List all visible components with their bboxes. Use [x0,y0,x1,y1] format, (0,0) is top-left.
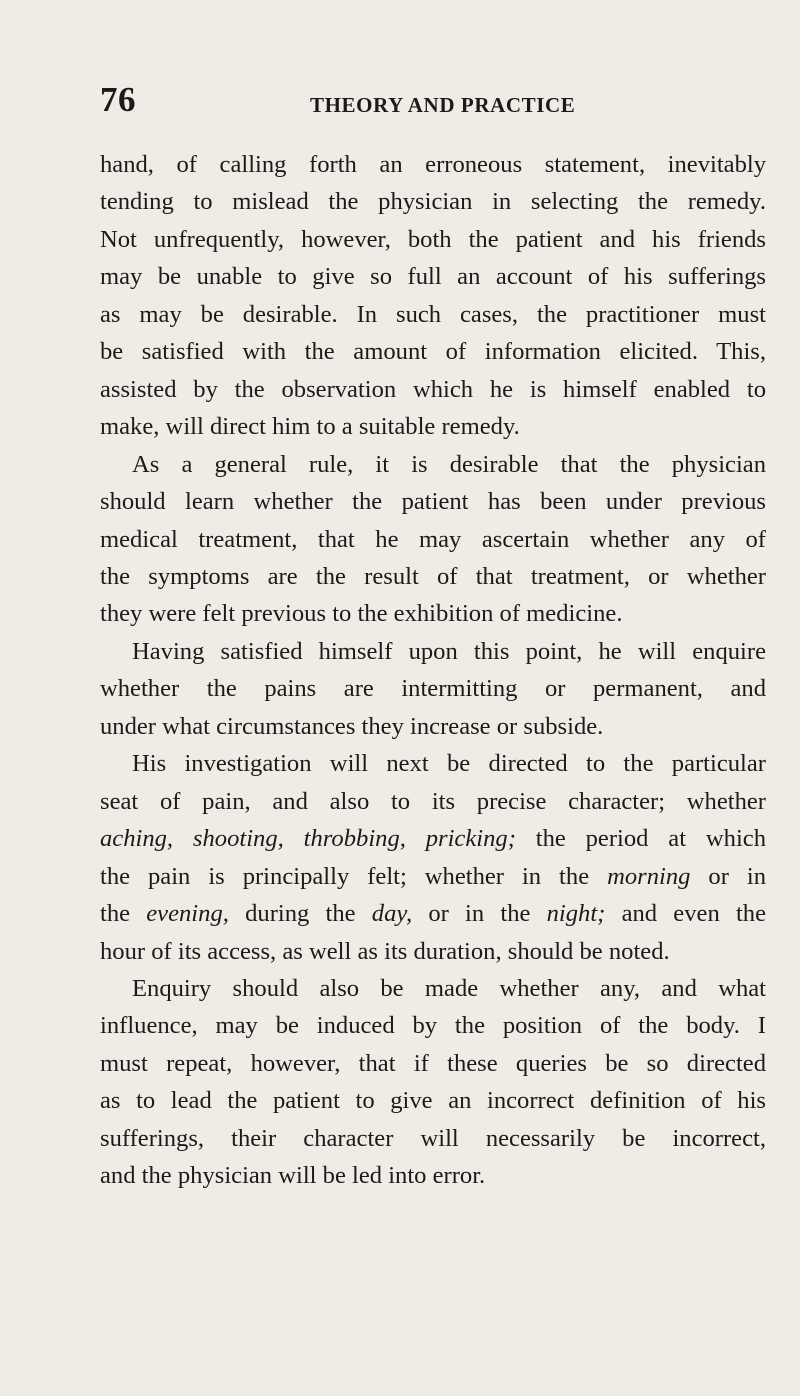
text-line: His investigation will next be directed to the particular [132,750,766,778]
running-head: THEORY AND PRACTICE [310,93,576,117]
page-number: 76 [100,80,136,119]
text-segment: or in [690,862,766,890]
text-segment: the pain is principally felt; whether in the [100,862,608,890]
italic-text: evening, [146,900,229,928]
text-line: as to lead the patient to give an incorrect definition of his [100,1087,766,1115]
text-line: As a general rule, it is desirable that the physician [132,450,766,478]
text-line: be satisfied with the amount of information elicited. This, [100,338,766,366]
text-line: assisted by the observation which he is himself enabled to [100,375,766,403]
text-line: the symptoms are the result of that treatment, or whether [100,562,766,590]
text-line: under what circumstances they increase or subside. [100,712,604,740]
italic-text: aching, shooting, throbbing, pricking; [100,825,516,853]
text-line: may be unable to give so full an account of his sufferings [100,263,766,291]
text-segment: or in the [412,900,547,928]
text-line: tending to mislead the physician in selecting the remedy. [100,188,766,216]
text-segment: the period at which [515,825,766,853]
text-segment: and even the [605,900,766,928]
text-line: whether the pains are intermitting or permanent, and [100,675,766,703]
text-line: they were felt previous to the exhibition of medicine. [100,600,623,628]
text-line: sufferings, their character will necessarily be incorrect, [100,1124,766,1152]
text-line: must repeat, however, that if these queries be so directed [100,1049,766,1077]
text-line: hand, of calling forth an erroneous statement, inevitably [100,151,766,178]
italic-text: night; [546,900,606,928]
page-header [100,80,760,124]
text-segment: during the [228,900,372,928]
italic-text: day, [371,900,413,928]
text-line [100,820,766,857]
text-line: should learn whether the patient has been under previous [100,488,766,516]
text-line [100,858,766,895]
text-line: influence, may be induced by the position of the body. I [100,1012,766,1040]
text-line: Enquiry should also be made whether any, and what [132,974,766,1002]
text-line: medical treatment, that he may ascertain whether any of [100,525,766,553]
text-line: and the physician will be led into error. [100,1162,486,1190]
text-line: seat of pain, and also to its precise character; whether [100,787,766,815]
text-line: hour of its access, as well as its duration, should be noted. [100,937,670,965]
text-segment: the [100,900,147,928]
text-line [100,895,766,932]
text-line: as may be desirable. In such cases, the practitioner must [100,300,766,328]
text-line: make, will direct him to a suitable remedy. [100,413,520,441]
text-line: Having satisfied himself upon this point, he will enquire [132,637,766,665]
text-line: Not unfrequently, however, both the patient and his friends [100,225,766,253]
body-text [100,146,766,1195]
italic-text: morning [607,862,691,890]
